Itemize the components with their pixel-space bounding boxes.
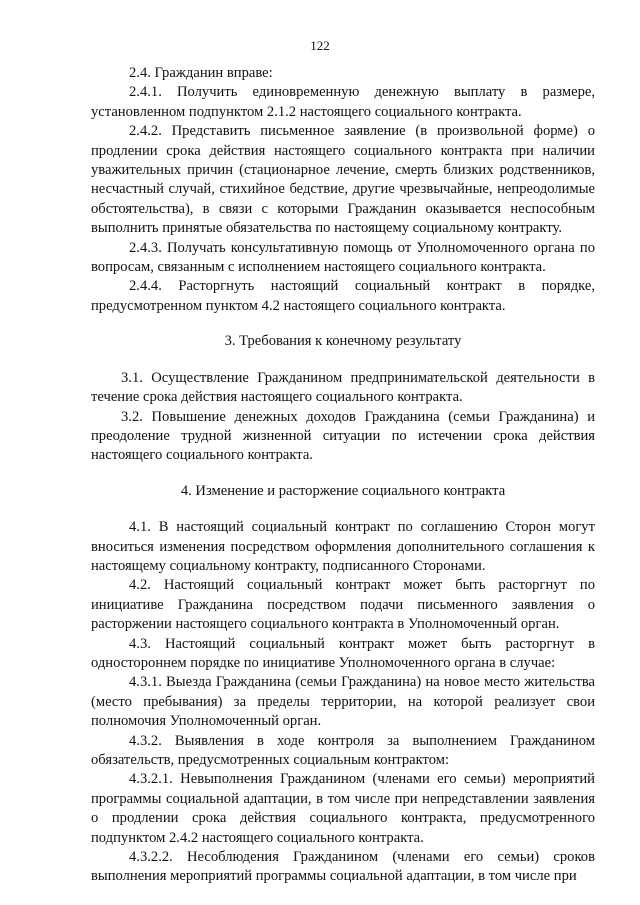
paragraph-2-4: 2.4. Гражданин вправе: <box>129 65 273 81</box>
paragraph-2-4-4: 2.4.4. Расторгнуть настоящий социальный контракт в порядке, предусмотренном пунктом 4.2 настоящего социального контракта. <box>91 278 595 314</box>
paragraph-4-1: 4.1. В настоящий социальный контракт по соглашению Сторон могут вноситься изменения посредством оформления дополнительного соглашения к настоящему социальному контракту, подписанного Сторонами. <box>91 519 595 574</box>
paragraph-4-3-2: 4.3.2. Выявления в ходе контроля за выполнением Гражданином обязательств, предусмотренных социальным контрактом: <box>91 732 595 768</box>
paragraph-2-4-3: 2.4.3. Получать консультативную помощь от Уполномоченного органа по вопросам, связанным с исполнением настоящего социального контракта. <box>91 239 595 276</box>
spacer <box>91 352 595 369</box>
paragraph-4-3-2-1: 4.3.2.1. Невыполнения Гражданином (членами его семьи) мероприятий программы социальной адаптации, в том числе при непредставлении заявления о продлении срока действия социального контракта, предусмотренного подпунктом 2.4.2 настоящего социального контракта. <box>91 771 595 846</box>
document-body <box>91 64 595 887</box>
paragraph-4-3-2-2: 4.3.2.2. Несоблюдения Гражданином (членами его семьи) сроков выполнения мероприятий программы социальной адаптации, в том числе при <box>91 849 595 885</box>
page-number: 122 <box>310 38 330 53</box>
paragraph-4-3-1: 4.3.1. Выезда Гражданина (семьи Гражданина) на новое место жительства (место пребывания) за пределы территории, на которой реализует свои полномочия Уполномоченный орган. <box>91 674 595 730</box>
spacer <box>91 466 595 482</box>
paragraph-2-4-2: 2.4.2. Представить письменное заявление (в произвольной форме) о продлении срока действия настоящего социального контракта при наличии уважительных причин (стационарное лечение, смерть близких родственников, несчастный случай, стихийное бедствие, другие чрезвычайные, непреодолимые обстоятельства), в связи с которыми Гражданин оказывается неспособным выполнить принятые обязательства по настоящему социальному контракту. <box>91 123 595 237</box>
section-heading-4: 4. Изменение и расторжение социального контракта <box>180 482 506 499</box>
spacer <box>91 501 595 518</box>
paragraph-2-4-1: 2.4.1. Получить единовременную денежную выплату в размере, установленном подпунктом 2.1.2 настоящего социального контракта. <box>91 84 595 120</box>
paragraph-3-1: 3.1. Осуществление Гражданином предпринимательской деятельности в течение срока действия настоящего социального контракта. <box>91 369 595 406</box>
section-heading-3: 3. Требования к конечному результату <box>224 333 462 350</box>
paragraph-3-2: 3.2. Повышение денежных доходов Гражданина (семьи Гражданина) и преодоление трудной жизненной ситуации по истечении срока действия настоящего социального контракта. <box>91 408 595 464</box>
paragraph-4-2: 4.2. Настоящий социальный контракт может быть расторгнут по инициативе Гражданина посредством подачи письменного заявления о расторжении настоящего социального контракта в Уполномоченный орган. <box>91 577 595 633</box>
paragraph-4-3: 4.3. Настоящий социальный контракт может быть расторгнут в одностороннем порядке по инициативе Уполномоченного органа в случае: <box>91 635 595 671</box>
spacer <box>91 316 595 332</box>
